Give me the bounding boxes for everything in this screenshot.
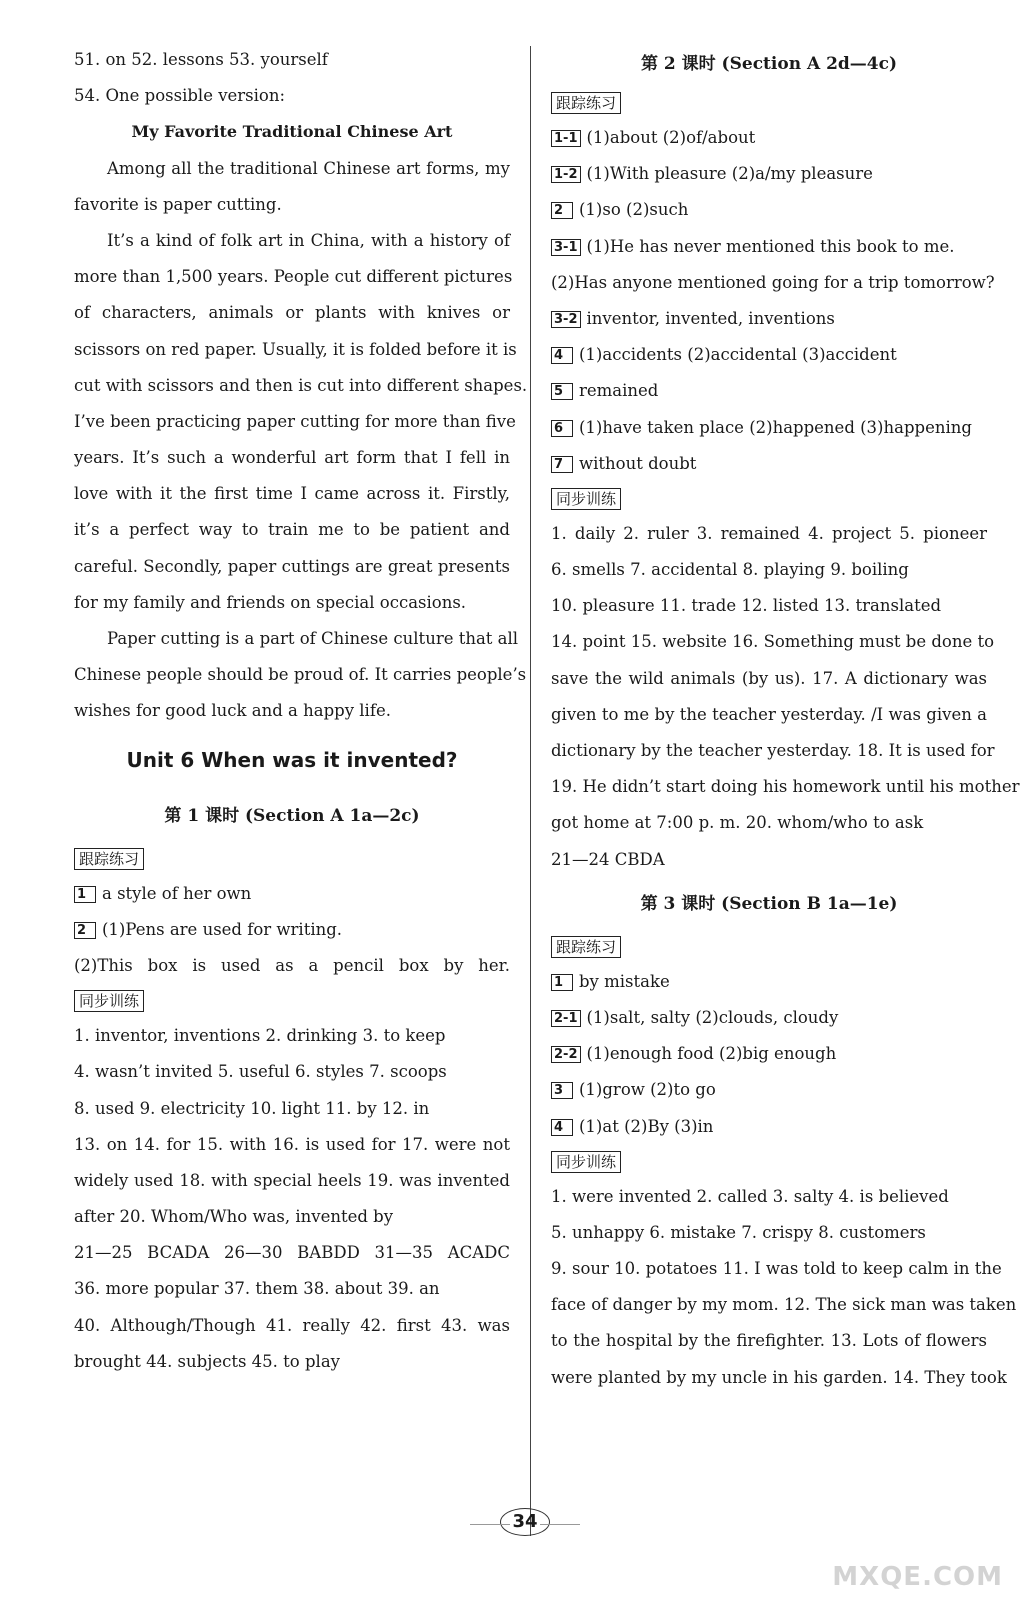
- text-line: [74, 332, 517, 368]
- line-text: widely used 18. with special heels 19. was invented: [74, 1170, 510, 1190]
- line-text: got home at 7:00 p. m. 20. whom/who to ask: [551, 813, 924, 833]
- line-text: (2)Has anyone mentioned going for a trip tomorrow?: [551, 272, 995, 292]
- text-line: [74, 259, 513, 295]
- page-number-right-flourish: [540, 1524, 580, 1525]
- tag-label: 同步训练: [551, 488, 621, 510]
- tag-label: 跟踪练习: [74, 848, 144, 870]
- sync-training-list: [551, 1179, 1017, 1396]
- line-text: cut with scissors and then is cut into different shapes.: [74, 375, 528, 395]
- text-line: [74, 512, 510, 548]
- question-number-box: 2: [74, 922, 96, 939]
- lesson-2-title: 第 2 课时 (Section A 2d—4c): [640, 54, 898, 74]
- text-line: [551, 552, 987, 588]
- line-text: a style of her own: [102, 883, 252, 903]
- line-text: 1. inventor, inventions 2. drinking 3. to keep: [74, 1026, 446, 1046]
- line-text: 51. on 52. lessons 53. yourself: [74, 50, 328, 69]
- line-text: without doubt: [579, 453, 697, 473]
- text-line: [74, 1018, 510, 1054]
- line-text: 36. more popular 37. them 38. about 39. an: [74, 1279, 440, 1299]
- sync-training-list: [74, 1018, 510, 1380]
- text-line: [551, 1215, 987, 1251]
- text-line: [74, 440, 510, 476]
- question-number-box: 3-2: [551, 311, 581, 328]
- text-line: [74, 476, 510, 512]
- text-line: [74, 912, 510, 948]
- sync-training-list: [551, 516, 1020, 878]
- tracking-exercise-heading: [551, 930, 987, 964]
- lesson-3-title: 第 3 课时 (Section B 1a—1e): [640, 893, 898, 914]
- line-text: 1. were invented 2. called 3. salty 4. is believed: [551, 1186, 949, 1206]
- text-line: [551, 265, 995, 301]
- question-number-box: 1-1: [551, 130, 581, 147]
- text-line: [551, 192, 987, 228]
- line-text: 10. pleasure 11. trade 12. listed 13. translated: [551, 596, 942, 616]
- page-number-oval: 34: [500, 1508, 550, 1536]
- text-line: [74, 1271, 510, 1307]
- question-number-box: 4: [551, 347, 573, 364]
- line-text: 1. daily 2. ruler 3. remained 4. project 5. pioneer: [551, 523, 987, 543]
- line-text: love with it the first time I came across it. Firstly,: [74, 484, 510, 504]
- question-number-box: 5: [551, 383, 573, 400]
- line-text: 54. One possible version:: [74, 86, 286, 106]
- line-text: (1)salt, salty (2)clouds, cloudy: [586, 1007, 839, 1027]
- question-number-box: 1: [74, 886, 96, 903]
- question-number-box: 1-2: [551, 166, 581, 183]
- text-line: [74, 1163, 510, 1199]
- text-line: [551, 1036, 987, 1072]
- text-line: [551, 769, 1020, 805]
- line-text: (1)grow (2)to go: [579, 1080, 716, 1100]
- line-text: 40. Although/Though 41. really 42. first 43. was: [74, 1315, 510, 1335]
- line-text: for my family and friends on special occasions.: [74, 592, 467, 612]
- line-text: 5. unhappy 6. mistake 7. crispy 8. customers: [551, 1222, 926, 1242]
- text-line: [551, 1000, 987, 1036]
- text-line: [551, 1072, 987, 1108]
- text-line: [74, 295, 510, 331]
- line-text: it’s a perfect way to train me to be patient and: [74, 520, 510, 540]
- line-text: 14. point 15. website 16. Something must be done to: [551, 632, 995, 652]
- line-text: It’s a kind of folk art in China, with a history of: [107, 230, 510, 250]
- tracking-exercise-list: [551, 964, 987, 1145]
- line-text: (1)at (2)By (3)in: [579, 1116, 714, 1136]
- line-text: dictionary by the teacher yesterday. 18. It is used for: [551, 741, 995, 760]
- text-line: [74, 42, 510, 78]
- question-number-box: 2-1: [551, 1010, 581, 1027]
- text-line: [551, 229, 987, 265]
- text-line: [551, 1287, 1017, 1323]
- line-text: more than 1,500 years. People cut different pictures: [74, 267, 513, 287]
- line-text: careful. Secondly, paper cuttings are great presents: [74, 556, 510, 576]
- text-line: [551, 373, 987, 409]
- text-line: [74, 1235, 510, 1271]
- line-text: (2)This box is used as a pencil box by her.: [74, 955, 510, 975]
- line-text: 19. He didn’t start doing his homework until his mother: [551, 777, 1020, 797]
- sync-training-heading: [551, 1145, 987, 1179]
- line-text: Chinese people should be proud of. It carries people’s: [74, 665, 527, 685]
- text-line: [74, 151, 510, 187]
- text-line: [74, 1054, 510, 1090]
- line-text: (1)so (2)such: [579, 200, 689, 220]
- text-line: [74, 78, 510, 114]
- line-text: (1)enough food (2)big enough: [586, 1044, 837, 1064]
- text-line: [551, 624, 995, 660]
- line-text: save the wild animals (by us). 17. A dictionary was: [551, 668, 987, 688]
- essay-section: [74, 42, 528, 730]
- tag-label: 同步训练: [74, 990, 144, 1012]
- text-line: [551, 1179, 987, 1215]
- line-text: (1)With pleasure (2)a/my pleasure: [586, 164, 873, 184]
- line-text: wishes for good luck and a happy life.: [74, 701, 391, 721]
- question-number-box: 2-2: [551, 1046, 581, 1063]
- tracking-exercise-heading: [551, 86, 987, 120]
- text-line: [74, 1091, 510, 1127]
- question-number-box: 3-1: [551, 239, 581, 256]
- text-line: [74, 657, 527, 693]
- line-text: (1)accidents (2)accidental (3)accident: [579, 345, 897, 365]
- text-line: [74, 368, 528, 404]
- column-divider: [530, 46, 531, 1536]
- line-text: Among all the traditional Chinese art forms, my: [107, 158, 510, 178]
- text-line: [74, 948, 510, 984]
- text-line: [551, 410, 987, 446]
- text-line: [551, 588, 987, 624]
- line-text: scissors on red paper. Usually, it is folded before it is: [74, 339, 517, 359]
- text-line: [551, 120, 987, 156]
- line-text: after 20. Whom/Who was, invented by: [74, 1207, 394, 1227]
- line-text: 4. wasn’t invited 5. useful 6. styles 7. scoops: [74, 1062, 447, 1082]
- line-text: 8. used 9. electricity 10. light 11. by 12. in: [74, 1098, 430, 1118]
- tracking-exercise-list: [74, 876, 510, 985]
- line-text: 13. on 14. for 15. with 16. is used for 17. were not: [74, 1134, 510, 1154]
- text-line: [74, 1127, 510, 1163]
- text-line: [74, 223, 510, 259]
- line-text: inventor, invented, inventions: [586, 308, 835, 328]
- text-line: [551, 337, 987, 373]
- line-text: by mistake: [579, 971, 670, 991]
- text-line: [74, 187, 510, 223]
- line-text: My Favorite Traditional Chinese Art: [131, 122, 453, 142]
- question-number-box: 2: [551, 202, 573, 219]
- text-line: [551, 842, 987, 878]
- sync-training-heading: [551, 482, 987, 516]
- text-line: [551, 1109, 987, 1145]
- text-line: [551, 1360, 1007, 1396]
- tag-label: 同步训练: [551, 1151, 621, 1173]
- text-line: [74, 404, 516, 440]
- tracking-exercise-heading: [74, 842, 510, 876]
- text-line: [551, 661, 987, 697]
- text-line: [74, 585, 510, 621]
- line-text: to the hospital by the firefighter. 13. Lots of flowers: [551, 1331, 987, 1351]
- text-line: [551, 697, 987, 733]
- tag-label: 跟踪练习: [551, 936, 621, 958]
- question-number-box: 3: [551, 1082, 573, 1099]
- text-line: [74, 114, 510, 150]
- line-text: remained: [579, 381, 659, 401]
- line-text: I’ve been practicing paper cutting for more than five: [74, 411, 516, 431]
- line-text: face of danger by my mom. 12. The sick man was taken: [551, 1295, 1017, 1315]
- text-line: [551, 446, 987, 482]
- line-text: 21—24 CBDA: [551, 849, 665, 869]
- text-line: [551, 516, 987, 552]
- line-text: of characters, animals or plants with knives or: [74, 303, 510, 323]
- text-line: [74, 621, 519, 657]
- line-text: 21—25 BCADA 26—30 BABDD 31—35 ACADC: [74, 1243, 510, 1263]
- line-text: 9. sour 10. potatoes 11. I was told to keep calm in the: [551, 1259, 1002, 1279]
- text-line: [551, 156, 987, 192]
- unit-title: Unit 6 When was it invented?: [126, 747, 458, 772]
- page-number-left-flourish: [470, 1524, 510, 1525]
- line-text: given to me by the teacher yesterday. /I was given a: [551, 704, 987, 724]
- line-text: (1)He has never mentioned this book to me.: [586, 236, 955, 256]
- text-line: [74, 693, 510, 729]
- left-column: [74, 42, 528, 1380]
- page-number: [470, 1502, 580, 1542]
- question-number-box: 7: [551, 456, 573, 473]
- line-text: (1)about (2)of/about: [586, 128, 756, 147]
- line-text: Paper cutting is a part of Chinese culture that all: [107, 629, 519, 648]
- tag-label: 跟踪练习: [551, 92, 621, 114]
- tracking-exercise-list: [551, 120, 995, 482]
- text-line: [74, 549, 510, 585]
- text-line: [74, 876, 510, 912]
- text-line: [551, 1251, 1002, 1287]
- watermark-logo: [813, 1512, 1003, 1592]
- text-line: [551, 1323, 987, 1359]
- text-line: [551, 964, 987, 1000]
- line-text: 6. smells 7. accidental 8. playing 9. boiling: [551, 560, 909, 580]
- line-text: favorite is paper cutting.: [74, 194, 282, 214]
- text-line: [551, 301, 987, 337]
- line-text: (1)have taken place (2)happened (3)happening: [579, 417, 972, 437]
- line-text: years. It’s such a wonderful art form that I fell in: [74, 448, 510, 468]
- line-text: were planted by my uncle in his garden. 14. They took: [551, 1367, 1007, 1387]
- question-number-box: 6: [551, 420, 573, 437]
- line-text: (1)Pens are used for writing.: [102, 919, 343, 939]
- text-line: [551, 805, 987, 841]
- right-column: [551, 42, 1020, 1396]
- watermark-text: MXQE.COM: [832, 1562, 1003, 1592]
- text-line: [551, 733, 995, 769]
- question-number-box: 1: [551, 974, 573, 991]
- text-line: [74, 1308, 510, 1344]
- question-number-box: 4: [551, 1119, 573, 1136]
- text-line: [74, 1344, 510, 1380]
- text-line: [74, 1199, 510, 1235]
- sync-training-heading: [74, 984, 510, 1018]
- line-text: brought 44. subjects 45. to play: [74, 1351, 340, 1371]
- lesson-title: 第 1 课时 (Section A 1a—2c): [164, 805, 420, 826]
